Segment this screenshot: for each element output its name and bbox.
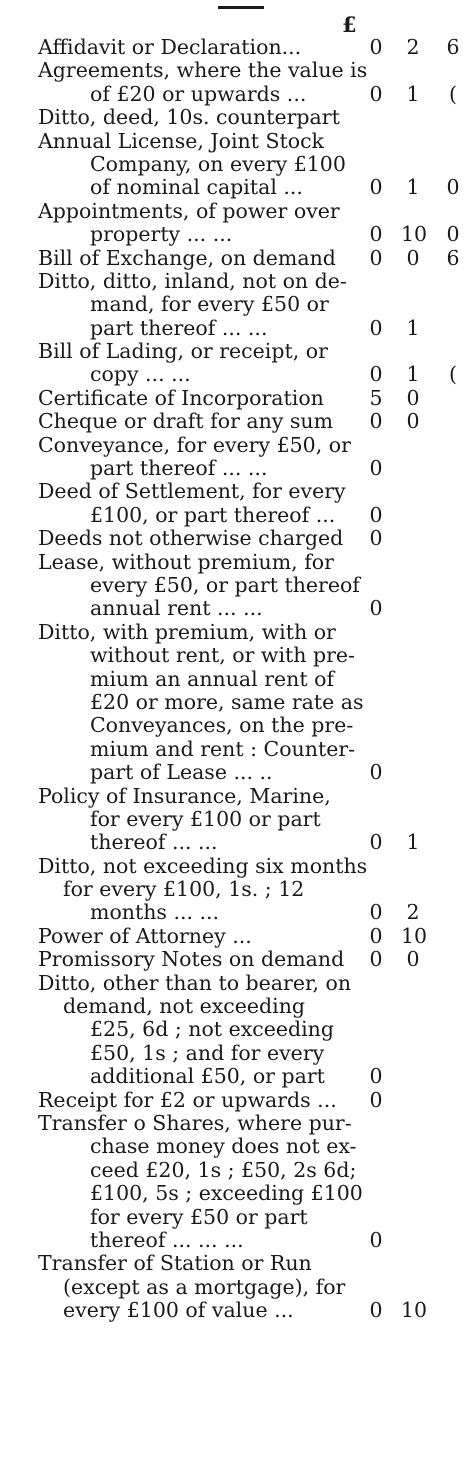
- duty-line-text: £100, or part thereof ...: [90, 502, 336, 527]
- duty-line-text: £50, 1s ; and for every: [90, 1040, 325, 1065]
- duty-line: [0, 457, 469, 480]
- pounds-value: 0: [369, 1227, 383, 1252]
- duty-line: [0, 1042, 469, 1065]
- duty-line-text: Bill of Exchange, on demand: [38, 245, 336, 270]
- shillings-value: 1: [406, 830, 420, 855]
- shillings-value: 10: [401, 222, 428, 247]
- duty-line: [0, 1206, 469, 1229]
- duty-line-text: for every £50 or part: [90, 1204, 308, 1229]
- pounds-value: 0: [369, 175, 383, 200]
- duty-line-text: Agreements, where the value is: [38, 58, 368, 83]
- duty-line-text: Policy of Insurance, Marine,: [38, 783, 331, 808]
- duty-line: [0, 855, 469, 878]
- duty-line-text: Receipt for £2 or upwards ...: [38, 1087, 337, 1112]
- duty-line: [0, 1252, 469, 1275]
- shillings-value: 2: [406, 35, 420, 59]
- duty-line-text: every £50, or part thereof: [90, 572, 360, 597]
- pence-value: (: [449, 362, 457, 387]
- duty-line-text: copy ... ...: [90, 362, 191, 387]
- duty-line: [0, 83, 469, 106]
- shillings-value: 10: [401, 923, 428, 948]
- duty-line-text: Certificate of Incorporation: [38, 385, 324, 410]
- pounds-value: 5: [369, 385, 383, 410]
- shillings-value: 0: [406, 385, 420, 410]
- pounds-value: 0: [369, 1087, 383, 1112]
- duty-line-text: Ditto, other than to bearer, on: [38, 970, 352, 995]
- duty-line: [0, 317, 469, 340]
- pounds-value: 0: [369, 1298, 383, 1323]
- shillings-value: 1: [406, 315, 420, 340]
- duty-line-text: Ditto, with premium, with or: [38, 619, 336, 644]
- duty-line: [0, 527, 469, 550]
- duty-line: [0, 691, 469, 714]
- pounds-value: 0: [369, 315, 383, 340]
- pence-value: 6: [446, 35, 460, 59]
- duty-line: [0, 176, 469, 199]
- duty-line: [0, 972, 469, 995]
- duty-line-text: Annual License, Joint Stock: [38, 128, 324, 153]
- duty-line-text: Ditto, not exceeding six months: [38, 853, 368, 878]
- duty-line-text: Power of Attorney ...: [38, 923, 252, 948]
- duty-line: [0, 1065, 469, 1088]
- duty-line: [0, 574, 469, 597]
- duty-line-text: part thereof ... ...: [90, 456, 268, 481]
- duty-line-text: annual rent ... ...: [90, 596, 263, 621]
- duty-line-text: mium and rent : Counter-: [90, 736, 356, 761]
- duty-line: [0, 738, 469, 761]
- duty-line-text: Affidavit or Declaration...: [38, 35, 302, 59]
- shillings-value: 1: [406, 362, 420, 387]
- duty-line-text: Ditto, ditto, inland, not on de-: [38, 268, 347, 293]
- pence-value: 0: [446, 175, 460, 200]
- duty-line: [0, 223, 469, 246]
- duty-line: [0, 1159, 469, 1182]
- duty-line-text: Deed of Settlement, for every: [38, 479, 346, 504]
- duty-line-text: chase money does not ex-: [90, 1134, 357, 1159]
- shillings-value: 1: [406, 81, 420, 106]
- duty-line-text: £25, 6d ; not exceeding: [90, 1017, 335, 1042]
- duty-line-text: without rent, or with pre-: [90, 643, 355, 668]
- duty-line: [0, 1182, 469, 1205]
- duty-line-text: thereof ... ... ...: [90, 1227, 244, 1252]
- pounds-value: 0: [369, 596, 383, 621]
- duty-line-text: Cheque or draft for any sum: [38, 409, 334, 434]
- duty-line-text: Conveyance, for every £50, or: [38, 432, 351, 457]
- duty-line: [0, 293, 469, 316]
- duty-line: [0, 270, 469, 293]
- duty-line: [0, 59, 469, 82]
- duty-line-text: £20 or more, same rate as: [90, 689, 364, 714]
- duty-line-text: property ... ...: [90, 222, 233, 247]
- pounds-value: 0: [369, 830, 383, 855]
- duty-line: [0, 1089, 469, 1112]
- duty-line: [0, 340, 469, 363]
- duty-line: [0, 1229, 469, 1252]
- pounds-value: 0: [369, 245, 383, 270]
- duty-line: [0, 878, 469, 901]
- duty-line: [0, 1299, 469, 1322]
- duty-line: [0, 153, 469, 176]
- duty-line-text: mand, for every £50 or: [90, 292, 329, 317]
- duty-line-text: months ... ...: [90, 900, 220, 925]
- duty-line: [0, 948, 469, 971]
- duty-line: [0, 761, 469, 784]
- duty-line: [0, 387, 469, 410]
- duty-line: [0, 363, 469, 386]
- pence-value: (: [449, 81, 457, 106]
- pounds-value: 0: [369, 35, 383, 59]
- pounds-value: 0: [369, 923, 383, 948]
- duty-line: [0, 831, 469, 854]
- duty-line-text: Bill of Lading, or receipt, or: [38, 339, 328, 364]
- duty-line-text: part thereof ... ...: [90, 315, 268, 340]
- pence-value: 0: [446, 222, 460, 247]
- shillings-value: 0: [406, 245, 420, 270]
- currency-header: £: [342, 12, 357, 37]
- duty-line: [0, 925, 469, 948]
- duty-line: [0, 434, 469, 457]
- duty-line: [0, 551, 469, 574]
- duty-line: [0, 504, 469, 527]
- pounds-value: 0: [369, 900, 383, 925]
- duty-line: [0, 480, 469, 503]
- shillings-value: 0: [406, 947, 420, 972]
- duty-line: [0, 644, 469, 667]
- shillings-value: 1: [406, 175, 420, 200]
- duty-line-text: part of Lease ... ..: [90, 760, 273, 785]
- shillings-value: 2: [406, 900, 420, 925]
- duty-line-text: every £100 of value ...: [63, 1298, 294, 1323]
- duty-line-text: of £20 or upwards ...: [90, 81, 307, 106]
- pounds-value: 0: [369, 362, 383, 387]
- duty-line: [0, 1112, 469, 1135]
- pounds-value: 0: [369, 409, 383, 434]
- duty-line: [0, 200, 469, 223]
- duty-line: [0, 1276, 469, 1299]
- shillings-value: 10: [401, 1298, 428, 1323]
- duty-line-text: £100, 5s ; exceeding £100: [90, 1181, 363, 1206]
- pounds-value: 0: [369, 1064, 383, 1089]
- stamp-duty-list: [0, 36, 469, 1322]
- duty-line: [0, 247, 469, 270]
- duty-line-text: Promissory Notes on demand: [38, 947, 345, 972]
- duty-line: [0, 597, 469, 620]
- pounds-value: 0: [369, 947, 383, 972]
- duty-line-text: Appointments, of power over: [38, 198, 340, 223]
- duty-line-text: (except as a mortgage), for: [63, 1274, 346, 1299]
- duty-line-text: Company, on every £100: [90, 151, 346, 176]
- duty-line: [0, 36, 469, 59]
- duty-line: [0, 1135, 469, 1158]
- duty-line: [0, 1018, 469, 1041]
- duty-line: [0, 785, 469, 808]
- top-rule: [218, 6, 264, 9]
- pounds-value: 0: [369, 222, 383, 247]
- duty-line-text: ceed £20, 1s ; £50, 2s 6d;: [90, 1157, 357, 1182]
- duty-line: [0, 901, 469, 924]
- duty-line-text: demand, not exceeding: [63, 994, 306, 1019]
- duty-line-text: Deeds not otherwise charged: [38, 526, 344, 551]
- duty-line-text: Lease, without premium, for: [38, 549, 334, 574]
- duty-line: [0, 995, 469, 1018]
- duty-line: [0, 714, 469, 737]
- pounds-value: 0: [369, 502, 383, 527]
- duty-line-text: mium an annual rent of: [90, 666, 335, 691]
- duty-line-text: Conveyances, on the pre-: [90, 713, 354, 738]
- duty-line-text: thereof ... ...: [90, 830, 218, 855]
- duty-line-text: additional £50, or part: [90, 1064, 325, 1089]
- pounds-value: 0: [369, 760, 383, 785]
- pounds-value: 0: [369, 456, 383, 481]
- shillings-value: 0: [406, 409, 420, 434]
- duty-line: [0, 668, 469, 691]
- duty-line-text: Transfer of Station or Run: [38, 1251, 312, 1276]
- duty-line: [0, 410, 469, 433]
- duty-line-text: Ditto, deed, 10s. counterpart: [38, 105, 340, 130]
- duty-line: [0, 808, 469, 831]
- duty-line-text: of nominal capital ...: [90, 175, 303, 200]
- duty-line: [0, 130, 469, 153]
- duty-line-text: Transfer o Shares, where pur-: [38, 1110, 352, 1135]
- pence-value: 6: [446, 245, 460, 270]
- duty-line-text: for every £100, 1s. ; 12: [63, 877, 305, 902]
- pounds-value: 0: [369, 526, 383, 551]
- duty-line-text: for every £100 or part: [90, 806, 321, 831]
- duty-line: [0, 621, 469, 644]
- pounds-value: 0: [369, 81, 383, 106]
- duty-line: [0, 106, 469, 129]
